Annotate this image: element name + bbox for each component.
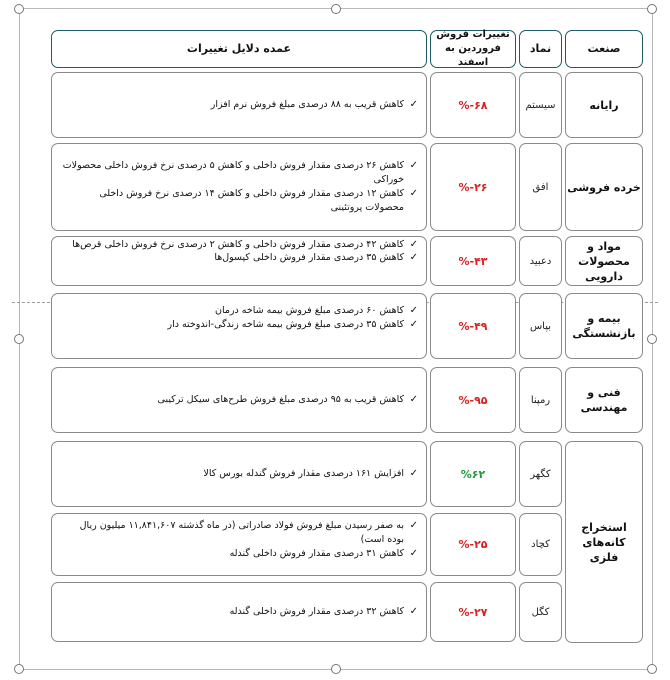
industry-cell: بیمه و بازنشستگی: [565, 293, 643, 359]
change-cell: %-۲۵: [430, 513, 516, 576]
reason-item: ✓ کاهش ۳۵ درصدی مبلغ فروش بیمه شاخه زندگی-اندوخته دار: [167, 319, 418, 330]
reason-item: ✓ به صفر رسیدن مبلغ فروش فولاد صادراتی (در ماه گذشته ۱۱,۸۴۱,۶۰۷ میلیون ریال بوده است): [79, 520, 418, 545]
check-icon: ✓: [409, 99, 418, 110]
symbol-cell: کگهر: [519, 441, 562, 507]
reason-item: ✓ کاهش ۳۱ درصدی مقدار فروش داخلی گندله: [229, 548, 418, 559]
change-cell: %-۶۸: [430, 72, 516, 138]
resize-handle-bottom-right[interactable]: [647, 664, 657, 674]
check-icon: ✓: [409, 548, 418, 559]
reason-item: ✓ کاهش قریب به ۸۸ درصدی مبلغ فروش نرم افزار: [210, 99, 418, 110]
reasons-cell: [51, 236, 427, 286]
reasons-cell: [51, 441, 427, 507]
resize-handle-bottom[interactable]: [331, 664, 341, 674]
reasons-cell: [51, 143, 427, 231]
change-cell: %-۴۹: [430, 293, 516, 359]
symbol-cell: رمپنا: [519, 367, 562, 433]
check-icon: ✓: [409, 305, 418, 316]
symbol-cell: افق: [519, 143, 562, 231]
reason-item: ✓ کاهش ۱۲ درصدی مقدار فروش داخلی و کاهش ۱۴ درصدی نرخ فروش داخلی محصولات پروتئینی: [99, 188, 418, 213]
symbol-cell: سیستم: [519, 72, 562, 138]
reason-item: ✓ کاهش ۳۵ درصدی مقدار فروش داخلی کپسول‌ها: [214, 252, 418, 263]
change-cell: %-۲۶: [430, 143, 516, 231]
check-icon: ✓: [409, 160, 418, 171]
resize-handle-top-left[interactable]: [14, 4, 24, 14]
header-reasons: عمده دلایل تغییرات: [51, 30, 427, 68]
resize-handle-top-right[interactable]: [647, 4, 657, 14]
check-icon: ✓: [409, 394, 418, 405]
resize-handle-bottom-left[interactable]: [14, 664, 24, 674]
reason-item: ✓ کاهش ۲۶ درصدی مقدار فروش داخلی و کاهش ۵ درصدی نرخ فروش داخلی محصولات خوراکی: [62, 160, 418, 185]
industry-cell: رایانه: [565, 72, 643, 138]
header-symbol: نماد: [519, 30, 562, 68]
reason-item: ✓ کاهش قریب به ۹۵ درصدی مبلغ فروش طرح‌های سیکل ترکیبی: [157, 394, 418, 405]
check-icon: ✓: [409, 188, 418, 199]
check-icon: ✓: [409, 319, 418, 330]
reason-item: ✓ کاهش ۳۲ درصدی مقدار فروش داخلی گندله: [229, 606, 418, 617]
symbol-cell: کگل: [519, 582, 562, 642]
symbol-cell: بپاس: [519, 293, 562, 359]
industry-cell: مواد و محصولات دارویی: [565, 236, 643, 286]
resize-handle-top[interactable]: [331, 4, 341, 14]
change-cell: %-۲۷: [430, 582, 516, 642]
header-industry: صنعت: [565, 30, 643, 68]
check-icon: ✓: [409, 252, 418, 263]
reasons-cell: [51, 293, 427, 359]
change-cell: %-۹۵: [430, 367, 516, 433]
reasons-cell: [51, 367, 427, 433]
check-icon: ✓: [409, 520, 418, 531]
symbol-cell: کچاد: [519, 513, 562, 576]
symbol-cell: دعبید: [519, 236, 562, 286]
resize-handle-left[interactable]: [14, 334, 24, 344]
reason-item: ✓ افزایش ۱۶۱ درصدی مقدار فروش گندله بورس کالا: [203, 468, 418, 479]
check-icon: ✓: [409, 239, 418, 250]
change-cell: %۶۲: [430, 441, 516, 507]
check-icon: ✓: [409, 606, 418, 617]
industry-cell: فنی و مهندسی: [565, 367, 643, 433]
reasons-cell: [51, 513, 427, 576]
industry-cell: خرده فروشی: [565, 143, 643, 231]
change-cell: %-۴۳: [430, 236, 516, 286]
check-icon: ✓: [409, 468, 418, 479]
reason-item: ✓ کاهش ۴۲ درصدی مقدار فروش داخلی و کاهش ۲ درصدی نرخ فروش داخلی قرص‌ها: [72, 239, 418, 250]
reasons-cell: [51, 72, 427, 138]
resize-handle-right[interactable]: [647, 334, 657, 344]
header-change: تغییرات فروش فروردین به اسفند: [430, 30, 516, 68]
industry-cell-merged: استخراج کانه‌های فلزی: [565, 441, 643, 643]
reason-item: ✓ کاهش ۶۰ درصدی مبلغ فروش بیمه شاخه درمان: [214, 305, 418, 316]
reasons-cell: [51, 582, 427, 642]
